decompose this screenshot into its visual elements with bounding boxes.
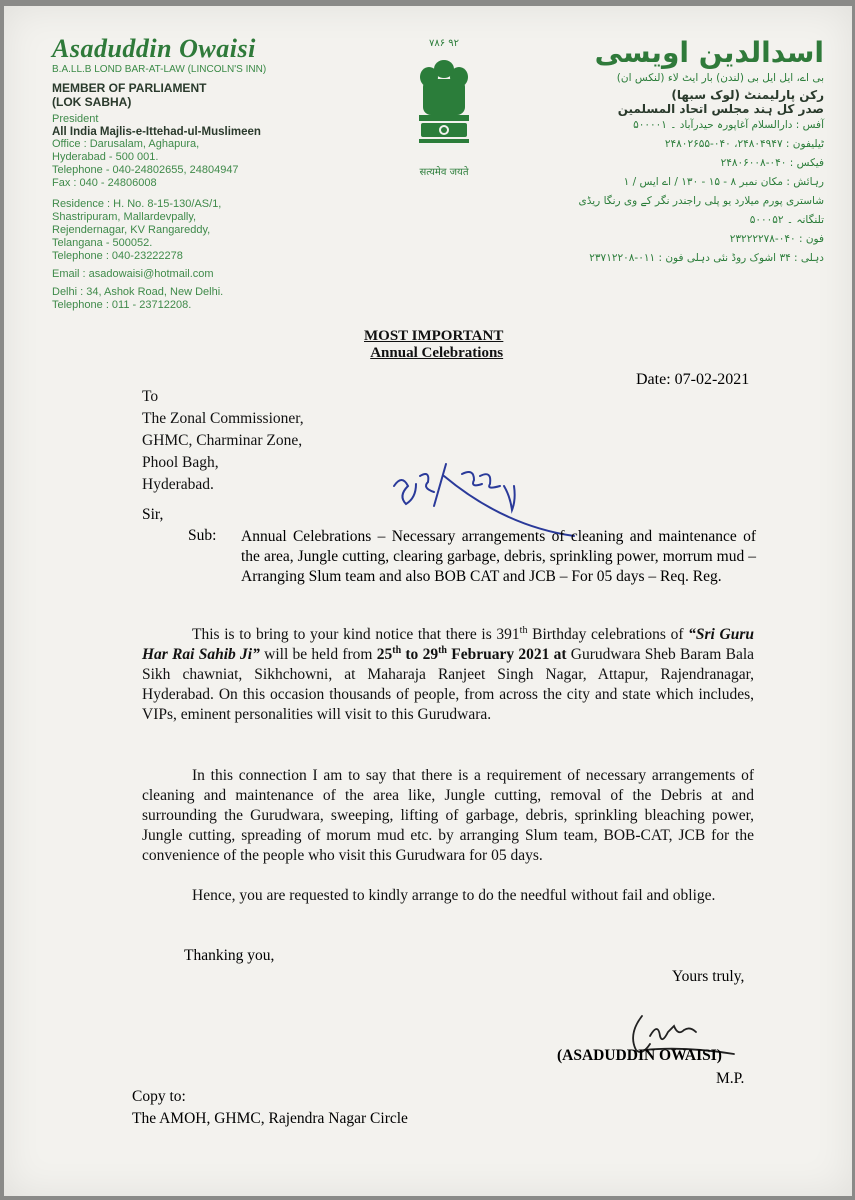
- letterhead-name: Asaduddin Owaisi: [52, 34, 256, 63]
- letterhead-party: All India Majlis-e-Ittehad-ul-Muslimeen: [52, 126, 261, 138]
- p1-text-a: This is to bring to your kind notice that there is 391: [192, 626, 520, 643]
- urdu-res1: رہائش : مکان نمبر ۸ - ۱۵ - ۱۳۰ / اے ایس / ۱: [623, 176, 824, 188]
- letterhead-delhi-tel: Telephone : 011 - 23712208.: [52, 299, 192, 311]
- subject-label: Sub:: [188, 527, 217, 544]
- closing-yours: Yours truly,: [672, 968, 745, 985]
- letterhead-office2: Hyderabad - 500 001.: [52, 151, 159, 163]
- urdu-name: اسدالدین اویسی: [594, 36, 824, 69]
- letterhead-email: Email : asadowaisi@hotmail.com: [52, 268, 214, 280]
- recipient-block: [142, 386, 304, 496]
- copy-to-block: [132, 1086, 408, 1130]
- date-range-end: February 2021 at: [446, 646, 567, 663]
- urdu-delhi: دہلی : ۳۴ اشوک روڈ نئی دہلی فون : ۰۱۱-۲۳۷۱۲۲۰۸: [589, 252, 824, 264]
- salutation: Sir,: [142, 506, 164, 523]
- letterhead-mp-line1: MEMBER OF PARLIAMENT: [52, 81, 207, 95]
- urdu-party: صدر کل ہند مجلس اتحاد المسلمین: [617, 102, 824, 116]
- letter-heading: [364, 328, 503, 362]
- letterhead-res-tel: Telephone : 040-23222278: [52, 250, 183, 262]
- subject-text: Annual Celebrations – Necessary arrangements of cleaning and maintenance of the area, Jungle cutting, clearing garbage, debris, sprinkling power, morrum mud – Arranging Slum team and also BOB CAT and JCB – For 05 days – Req. Reg.: [241, 528, 756, 585]
- date-range-mid: to 29: [401, 646, 439, 663]
- letterhead-degrees: B.A.LL.B LOND BAR-AT-LAW (LINCOLN'S INN): [52, 64, 267, 75]
- letterhead-office1: Office : Darusalam, Aghapura,: [52, 138, 200, 150]
- heading-annual-celebrations: Annual Celebrations: [370, 345, 504, 361]
- signatory-title: M.P.: [716, 1070, 745, 1087]
- letterhead-president: President: [52, 113, 99, 125]
- heading-most-important: MOST IMPORTANT: [364, 328, 504, 344]
- emblem-numerals: ۷۸۶ ۹۲: [428, 38, 460, 49]
- paragraph-3: Hence, you are requested to kindly arrange to do the needful without fail and oblige.: [192, 887, 716, 904]
- guru-name: “Sri Guru Har Rai Sahib Ji”: [142, 626, 754, 663]
- emblem-motto: सत्यमेव जयते: [419, 167, 469, 178]
- urdu-res2: شاستری پورم میلارد یو پلی راجندر نگر کے وی رنگا ریڈی: [578, 195, 824, 207]
- letterhead-delhi: Delhi : 34, Ashok Road, New Delhi.: [52, 286, 224, 298]
- urdu-fax: فیکس : ۰۴۰-۲۴۸۰۶۰۰۸: [720, 157, 824, 169]
- urdu-office: آفس : دارالسلام آغاپورہ حیدرآباد ۔ ۵۰۰۰۰۱: [633, 119, 824, 131]
- p1-sup: th: [519, 624, 528, 636]
- letterhead-res3: Rejendernagar, KV Rangareddy,: [52, 224, 211, 236]
- recipient-line: The Zonal Commissioner,: [142, 410, 304, 427]
- copy-to-label: Copy to:: [132, 1088, 186, 1105]
- letter-page: [4, 6, 852, 1196]
- copy-to-recipient: The AMOH, GHMC, Rajendra Nagar Circle: [132, 1110, 408, 1127]
- date-sup: th: [392, 644, 402, 656]
- urdu-mp: رکن پارلیمنٹ (لوک سبھا): [671, 88, 824, 102]
- letterhead-res2: Shastripuram, Mallardevpally,: [52, 211, 197, 223]
- recipient-line: Hyderabad.: [142, 476, 214, 493]
- p1-text-b: Birthday celebrations of: [527, 626, 689, 643]
- letterhead-res1: Residence : H. No. 8-15-130/AS/1,: [52, 198, 222, 210]
- date-range-start: 25: [376, 646, 393, 663]
- letterhead-res4: Telangana - 500052.: [52, 237, 153, 249]
- urdu-res-tel: فون : ۰۴۰-۲۳۲۲۲۲۷۸: [729, 233, 824, 245]
- closing-thanks: Thanking you,: [184, 947, 275, 964]
- date-sup: th: [438, 644, 447, 656]
- urdu-res3: تلنگانہ ۔ ۵۰۰۰۵۲: [749, 214, 824, 226]
- letterhead-right-urdu: [569, 36, 824, 268]
- recipient-line: To: [142, 388, 159, 405]
- paragraph-1: [142, 625, 754, 725]
- letterhead-left: [52, 34, 392, 312]
- letter-date: Date: 07-02-2021: [636, 371, 750, 388]
- letterhead-office-fax: Fax : 040 - 24806008: [52, 177, 157, 189]
- paragraph-2: In this connection I am to say that there is a requirement of necessary arrangements of cleaning and maintenance of the area like, Jungle cutting, removal of the Debris at and surrounding the Gurudwara, sweeping, lifting of garbage, debris, sprinkling bleaching power, Jungle cutting, spreading of morum mud etc. by arranging Slum team, BOB-CAT, JCB for the convenience of the people who visit this Gurudwara for 05 days.: [142, 767, 754, 864]
- signatory-name: (ASADUDDIN OWAISI): [557, 1047, 722, 1064]
- lion-capital-icon: [409, 49, 479, 159]
- national-emblem: [409, 38, 479, 188]
- urdu-tel: ٹیلیفون : ۲۴۸۰۴۹۴۷، ۰۴۰-۲۴۸۰۲۶۵۵: [664, 138, 824, 150]
- letterhead-mp-line2: (LOK SABHA): [52, 95, 132, 109]
- recipient-line: Phool Bagh,: [142, 454, 219, 471]
- recipient-line: GHMC, Charminar Zone,: [142, 432, 303, 449]
- p1-text-rest: Gurudwara Sheb Baram Bala Sikh chawniat, Sikhchowni, at Maharaja Ranjeet Singh Nagar, Attapur, Rajendranagar, Hyderabad. On this occasion thousands of people, from across the city and state which includes, VIPs, eminent personalities will visit to this Gurudwara.: [142, 646, 755, 723]
- p1-text-c: will be held from: [259, 646, 377, 663]
- letterhead-office-tel: Telephone - 040-24802655, 24804947: [52, 164, 239, 176]
- urdu-degrees: بی اے، ایل ایل بی (لندن) بار ایٹ لاء (لنکس ان): [616, 72, 824, 84]
